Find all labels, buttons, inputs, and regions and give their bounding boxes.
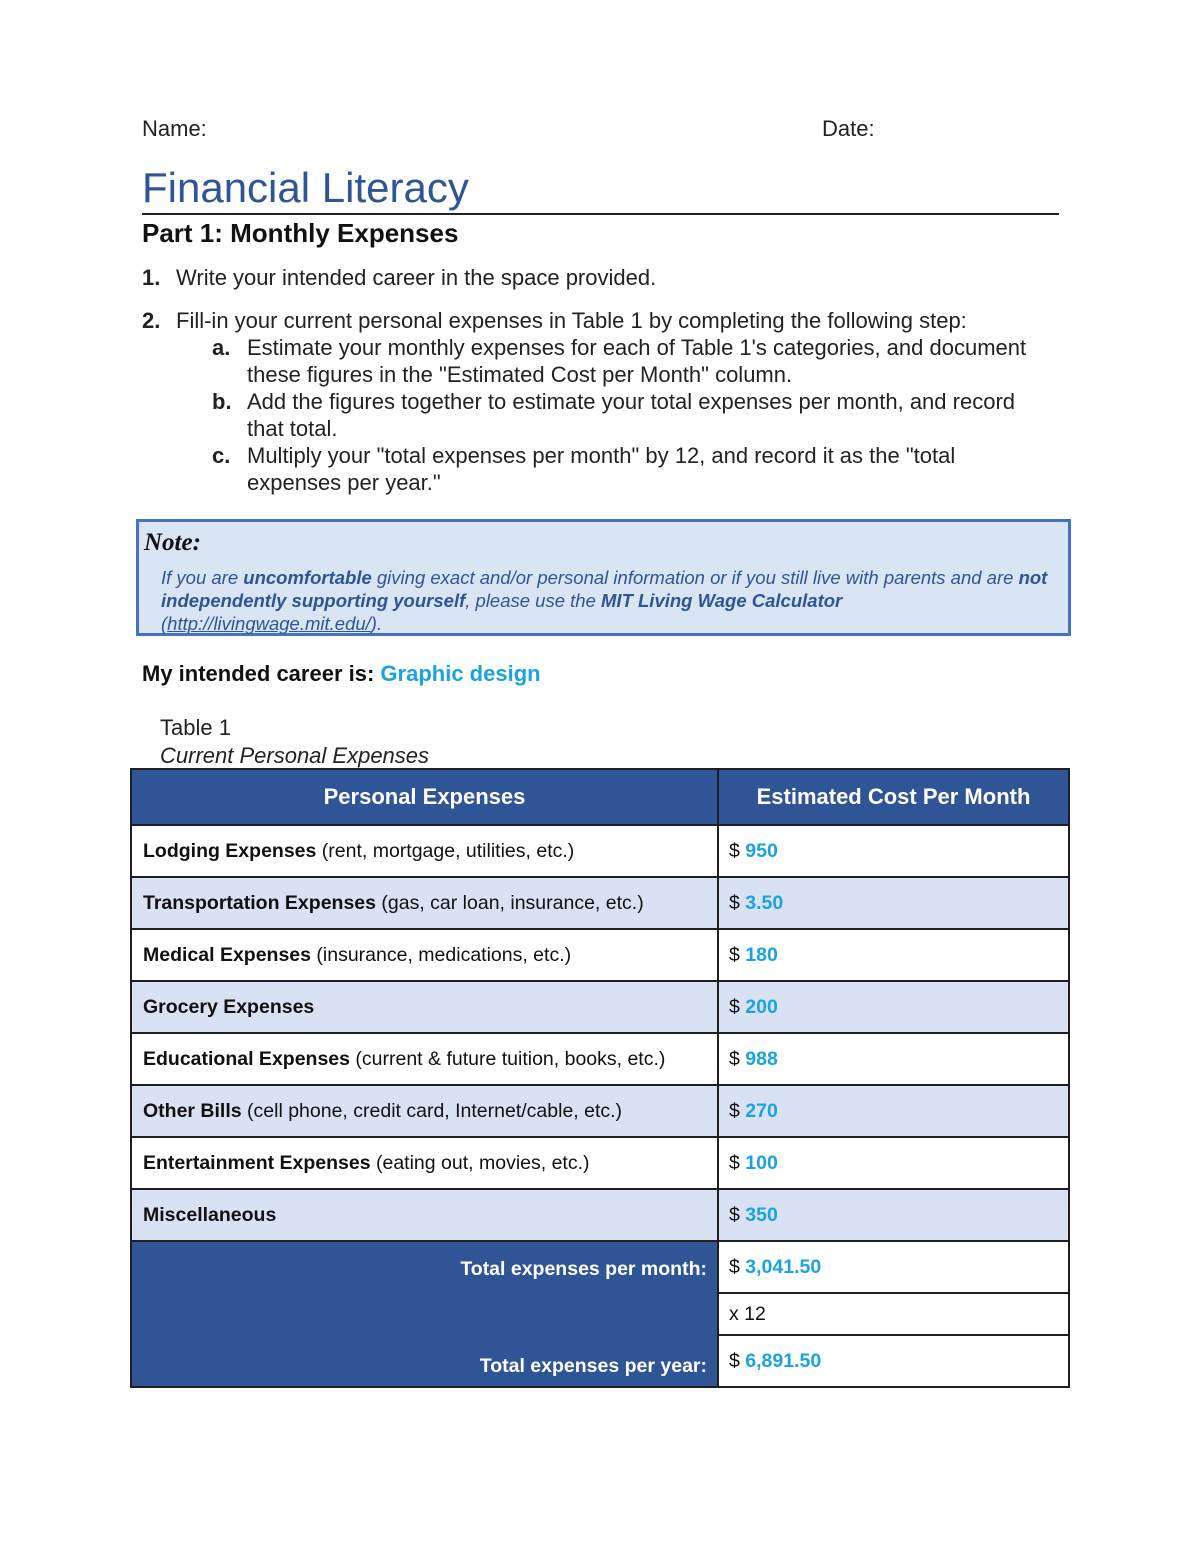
expense-amount[interactable] [718,1085,1069,1137]
expense-amount[interactable] [718,825,1069,877]
career-value: Graphic design [380,661,541,686]
total-year-label: Total expenses per year: [131,1335,718,1387]
note-emphasis: MIT Living Wage Calculator [601,590,843,611]
table-row [131,1189,1069,1241]
living-wage-link[interactable]: http://livingwage.mit.edu/ [167,613,371,634]
substep-text: Multiply your "total expenses per month" by 12, and record it as the "total expenses per year." [247,443,956,495]
step-1 [142,264,1042,291]
part-heading: Part 1: Monthly Expenses [142,218,459,248]
total-month-label: Total expenses per month: [131,1241,718,1293]
instruction-steps [142,264,1042,496]
category-detail: (current & future tuition, books, etc.) [350,1047,666,1070]
category-name: Transportation Expenses [143,891,376,914]
currency-symbol: $ [729,1255,740,1278]
category-name: Entertainment Expenses [143,1151,371,1174]
category-detail: (gas, car loan, insurance, etc.) [375,891,644,914]
table-row [131,981,1069,1033]
note-text-part: ). [370,613,383,634]
amount-value: 100 [745,1151,778,1174]
expense-amount[interactable] [718,929,1069,981]
step-text: Write your intended career in the space provided. [176,265,657,290]
note-text-part: If you are [161,567,244,588]
amount-value: 3.50 [745,891,784,914]
date-label: Date: [822,116,875,141]
amount-value: 350 [745,1203,778,1226]
total-year-row [131,1335,1069,1387]
currency-symbol: $ [729,1047,740,1070]
currency-symbol: $ [729,839,740,862]
substep-letter: b. [212,389,232,414]
expense-amount[interactable] [718,1033,1069,1085]
category-name: Lodging Expenses [143,839,317,862]
header-personal-expenses: Personal Expenses [131,769,718,825]
note-emphasis: not independently supporting yourself [161,567,1048,611]
note-text [161,566,1051,635]
step-number: 1. [142,265,161,290]
category-name: Educational Expenses [143,1047,350,1070]
expense-category [131,825,718,877]
substep-text: Add the figures together to estimate your total expenses per month, and record that total. [247,389,1016,441]
expense-category [131,1033,718,1085]
step-2 [142,307,1042,334]
category-name: Miscellaneous [143,1203,277,1226]
table-caption: Current Personal Expenses [160,743,430,768]
table-row [131,929,1069,981]
table-header-row [131,769,1069,825]
multiplier-cell: x 12 [718,1293,1069,1335]
expense-category [131,981,718,1033]
category-name: Medical Expenses [143,943,311,966]
table-label: Table 1 [160,715,231,740]
amount-value: 988 [745,1047,778,1070]
category-name: Other Bills [143,1099,242,1122]
amount-value: 180 [745,943,778,966]
career-label: My intended career is: [142,661,381,686]
multiplier-row [131,1293,1069,1335]
amount-value: 6,891.50 [745,1349,822,1372]
category-detail: (insurance, medications, etc.) [311,943,572,966]
substep-c [142,442,1042,496]
page-title: Financial Literacy [142,164,469,211]
note-box [136,519,1071,636]
currency-symbol: $ [729,995,740,1018]
expense-category [131,1137,718,1189]
currency-symbol: $ [729,943,740,966]
table-row [131,877,1069,929]
category-detail: (rent, mortgage, utilities, etc.) [316,839,575,862]
category-detail: (eating out, movies, etc.) [370,1151,590,1174]
name-label: Name: [142,116,207,141]
expense-category [131,929,718,981]
expense-category [131,1189,718,1241]
total-month-amount[interactable] [718,1241,1069,1293]
expense-category [131,1085,718,1137]
title-divider [142,213,1059,215]
substep-letter: a. [212,335,231,360]
table-row [131,1033,1069,1085]
expenses-table [130,768,1070,1388]
step-number: 2. [142,308,161,333]
currency-symbol: $ [729,1203,740,1226]
currency-symbol: $ [729,1349,740,1372]
substep-b [142,388,1042,442]
category-name: Grocery Expenses [143,995,315,1018]
note-text-part: , please use the [465,590,602,611]
amount-value: 950 [745,839,778,862]
total-year-amount[interactable] [718,1335,1069,1387]
amount-value: 270 [745,1099,778,1122]
expense-category [131,877,718,929]
table-row [131,825,1069,877]
amount-value: 200 [745,995,778,1018]
header-estimated-cost: Estimated Cost Per Month [718,769,1069,825]
career-line [142,661,541,687]
table-row [131,1085,1069,1137]
note-text-part: ( [161,613,168,634]
total-month-row [131,1241,1069,1293]
expense-amount[interactable] [718,1189,1069,1241]
substep-text: Estimate your monthly expenses for each of Table 1's categories, and document these figures in the "Estimated Cost per Month" column. [247,335,1027,387]
expense-amount[interactable] [718,877,1069,929]
category-detail: (cell phone, credit card, Internet/cable, etc.) [241,1099,623,1122]
table-row [131,1137,1069,1189]
note-heading: Note: [144,529,201,556]
expense-amount[interactable] [718,1137,1069,1189]
substep-a [142,334,1042,388]
amount-value: 3,041.50 [745,1255,822,1278]
step-text: Fill-in your current personal expenses in Table 1 by completing the following step: [176,308,967,333]
name-date-line [142,116,1062,142]
currency-symbol: $ [729,1099,740,1122]
total-label-spacer [131,1293,718,1335]
note-emphasis: uncomfortable [243,567,372,588]
currency-symbol: $ [729,1151,740,1174]
substep-letter: c. [212,443,231,468]
currency-symbol: $ [729,891,740,914]
expense-amount[interactable] [718,981,1069,1033]
note-text-part: giving exact and/or personal information or if you still live with parents and are [371,567,1019,588]
